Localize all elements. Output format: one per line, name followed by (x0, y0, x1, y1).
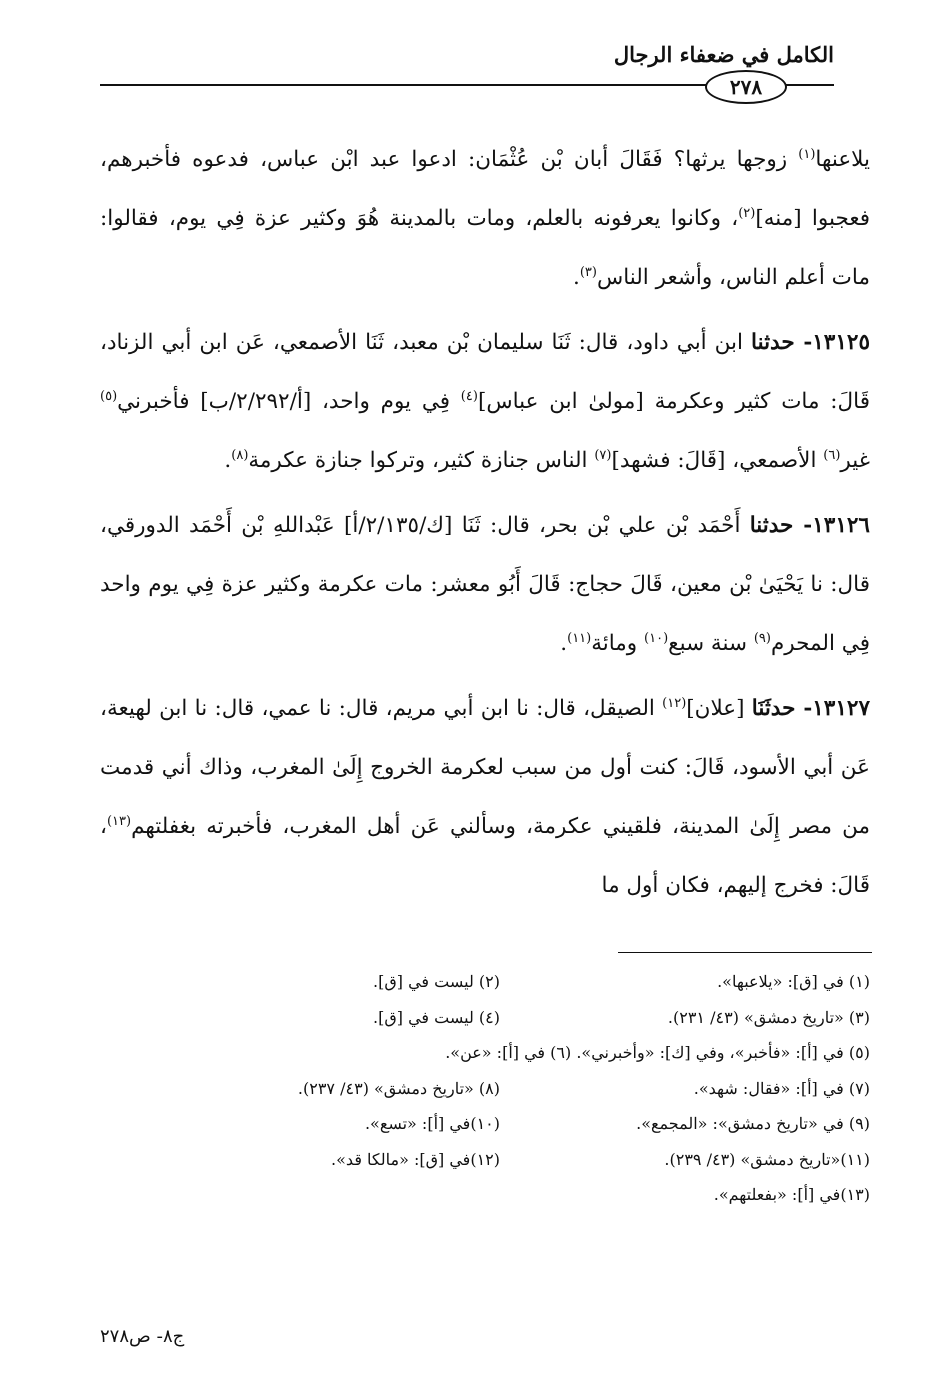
footnote-ref[interactable]: (٢) (738, 205, 756, 221)
footnote-10: (١٠)في [أ]: «تسع». (364, 1114, 500, 1133)
page-number: ٢٧٨ (729, 75, 763, 99)
volume-page-note: ج٨- ص٢٧٨ (100, 1326, 185, 1347)
footnote-row (100, 1177, 870, 1213)
footnote-8: (٨) «تاريخ دمشق» (٤٣/ ٢٣٧). (297, 1078, 500, 1098)
footnote-row (100, 1071, 870, 1107)
footnote-ref[interactable]: (٨) (231, 447, 249, 463)
footnote-row (100, 1000, 870, 1036)
footnote-row (100, 1142, 870, 1178)
text-span: زوجها يرثها؟ فَقَالَ أبان بْن عُثْمَان: ادعوا عبد ابْن عباس، فدعوه فأخبرهم، فعجبوا [منه] (100, 147, 870, 231)
footnote-4: (٤) ليست في [ق]. (373, 1007, 500, 1027)
footnote-12: (١٢)في [ق]: «مالكا قد». (331, 1149, 500, 1169)
hadith-13127 (100, 679, 870, 915)
narration-keyword: حدثنا (751, 330, 795, 355)
footnote-2: (٢) ليست في [ق]. (373, 972, 500, 991)
footnote-7: (٧) في [أ]: «فقال: شهد». (693, 1078, 870, 1098)
text-span: [علان] (686, 696, 752, 721)
text-span: ، وكانوا يعرفونه بالعلم، ومات بالمدينة هُوَ وكثير عزة فِي يوم، فقالوا: مات أعلم الناس، وأشعر الناس (100, 206, 870, 290)
footnote-11: (١١)«تاريخ دمشق» (٤٣/ ٢٣٩). (664, 1149, 870, 1169)
hadith-13126 (100, 496, 870, 673)
footnote-9: (٩) في «تاريخ دمشق»: «المجمع». (636, 1114, 870, 1133)
text-span: غير (840, 448, 870, 473)
footnote-row (100, 964, 870, 1000)
footnote-1: (١) في [ق]: «يلاعبها». (717, 972, 870, 991)
text-span: الناس جنازة كثير، وتركوا جنازة عكرمة (248, 448, 595, 473)
footnote-ref[interactable]: (٤) (460, 388, 478, 404)
footnote-ref[interactable]: (٧) (594, 447, 612, 463)
text-span: . (560, 631, 568, 656)
text-span: الصيقل، قال: نا ابن أبي مريم، قال: نا عمي، قال: نا ابن لهيعة، عَن أبي الأسود، قَالَ: كنت أول من سبب لعكرمة الخروج إِلَىٰ المغرب، وذاك أني قدمت من مصر إِلَىٰ المدينة، فلقيني عكرمة، وسألني عَن أهل المغرب، فأخبرته بغفلتهم (100, 696, 870, 839)
footnote-ref[interactable]: (١) (798, 146, 816, 162)
text-span: . (572, 265, 580, 290)
hadith-number: ١٣١٢٦- (793, 513, 870, 538)
text-span: سنة سبع (668, 631, 754, 656)
text-span: الأصمعي، [قَالَ: فشهد] (611, 448, 824, 473)
hadith-number: ١٣١٢٥- (794, 330, 870, 355)
footnote-ref[interactable]: (١٠) (644, 630, 669, 646)
footnote-13: (١٣)في [أ]: «بفعلتهم». (713, 1185, 870, 1204)
running-title: الكامل في ضعفاء الرجال (613, 42, 834, 67)
footnotes (100, 964, 870, 1213)
hadith-13125 (100, 313, 870, 490)
footnote-ref[interactable]: (٥) (100, 388, 118, 404)
paragraph-continuation (100, 130, 870, 307)
footnote-ref[interactable]: (٩) (753, 630, 771, 646)
text-span: فِي يوم واحد، [أ/٢/٢٩٢/ب] فأخبرني (117, 389, 461, 414)
footnote-ref[interactable]: (١١) (567, 630, 592, 646)
footnote-ref[interactable]: (٣) (579, 264, 597, 280)
text-span: ابن أبي داود، قال: ثَنَا سليمان بْن معبد، ثَنَا الأصمعي، عَن ابن أبي الزناد، قَالَ: مات كثير وعكرمة [مولىٰ ابن عباس] (100, 330, 870, 414)
text-span: ومائة (591, 631, 645, 656)
narration-keyword: حدثنا (749, 513, 794, 538)
footnote-ref[interactable]: (١٢) (662, 695, 687, 711)
footnote-ref[interactable]: (١٣) (106, 813, 132, 829)
footnote-row (100, 1106, 870, 1142)
footnote-5-6: (٥) في [أ]: «فأخبر»، وفي [ك]: «وأخبرني». (٦) في [أ]: «عن». (445, 1043, 870, 1062)
hadith-number: ١٣١٢٧- (795, 696, 870, 721)
footnote-3: (٣) «تاريخ دمشق» (٤٣/ ٢٣١). (667, 1007, 870, 1027)
text-span: يلاعنها (815, 147, 870, 172)
main-text (100, 130, 870, 915)
footnote-ref[interactable]: (٦) (823, 447, 841, 463)
text-span: . (224, 448, 232, 473)
footnote-divider (618, 952, 872, 953)
text-span: أَحْمَد بْن علي بْن بحر، قال: ثَنَا [ك/٢/١٣٥/أ] عَبْداللهِ بْن أَحْمَد الدورقي، قال: نا يَحْيَىٰ بْن معين، قَالَ حجاج: قَالَ أَبُو معشر: مات عكرمة وكثير عزة فِي يوم واحد فِي المحرم (100, 513, 870, 656)
page-number-oval (705, 70, 787, 104)
footnote-row (100, 1035, 870, 1071)
narration-keyword: حدثَنَا (751, 696, 796, 721)
text-span: ، قَالَ: فخرج إليهم، فكان أول ما (100, 814, 870, 898)
